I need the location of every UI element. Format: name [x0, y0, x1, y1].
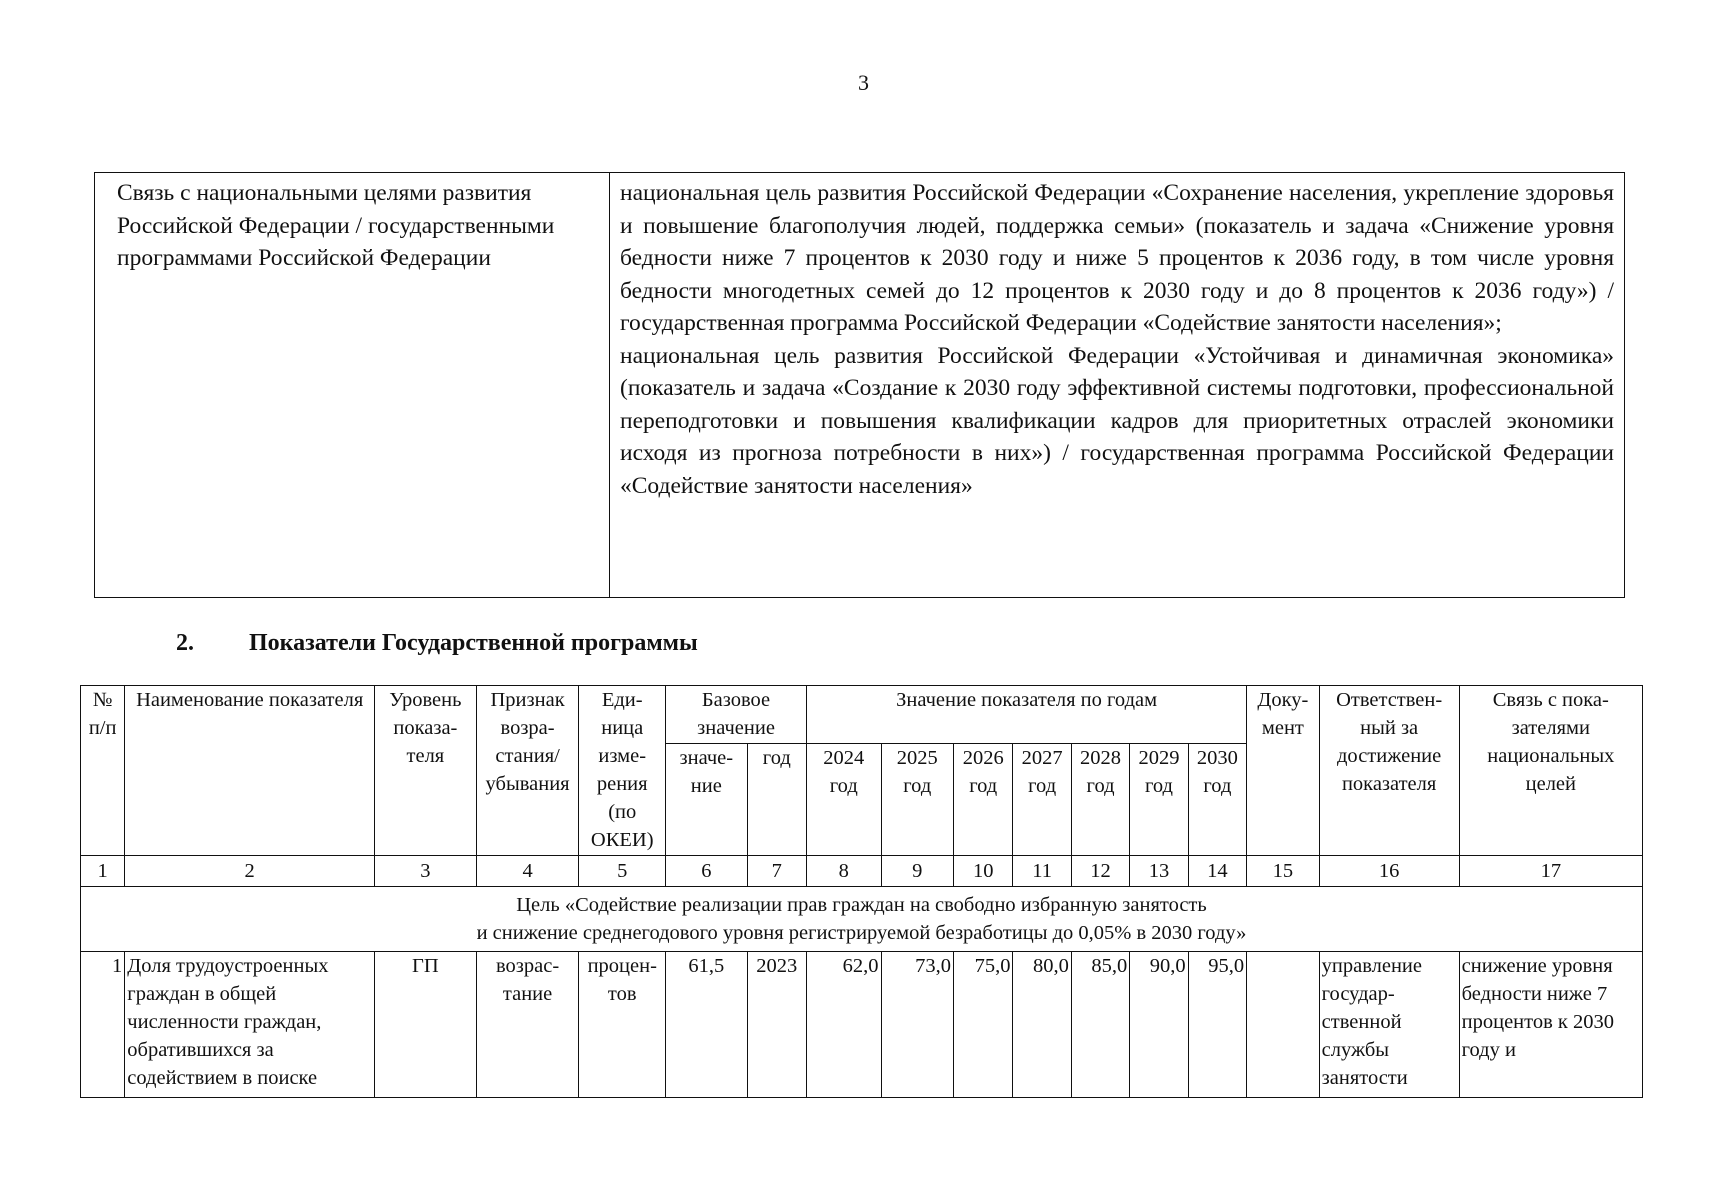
row-number: 1 — [81, 952, 125, 1098]
national-goal-paragraph: национальная цель развития Российской Федерации «Устойчивая и динамичная экономика» (показатель и задача «Создание к 2030 году эффективной системы подготовки, профессиональной переподготовки и повышения квалификации кадров для приоритетных отраслей экономики исходя из прогноза потребности в них») / государственная программа Российской Федерации «Содействие занятости населения» — [620, 342, 1614, 499]
national-goals-table — [94, 172, 1625, 598]
base-year: 2023 — [747, 952, 806, 1098]
goal-row — [81, 887, 1643, 952]
year-suffix: год — [969, 775, 998, 797]
section-number: 2. — [176, 630, 194, 656]
header-name: Наименование показателя — [125, 686, 375, 856]
goal-cell — [81, 887, 1643, 952]
value-2026: 75,0 — [954, 952, 1013, 1098]
year-label: 2028 — [1080, 747, 1122, 769]
header-sign: Признак возра-стания/ убывания — [476, 686, 579, 856]
section-heading — [176, 630, 698, 657]
header-year-2030 — [1188, 744, 1247, 856]
header-base: Базовое значение — [666, 686, 807, 744]
column-number: 15 — [1247, 856, 1320, 887]
column-number: 2 — [125, 856, 375, 887]
header-year-2026 — [954, 744, 1013, 856]
year-suffix: год — [829, 775, 858, 797]
header-base-value: значе-ние — [666, 744, 748, 856]
year-suffix: год — [1144, 775, 1173, 797]
national-goals-description — [610, 173, 1624, 597]
header-unit: Еди-ница изме-рения (по ОКЕИ) — [579, 686, 666, 856]
header-year-2029 — [1130, 744, 1188, 856]
header-base-year: год — [747, 744, 806, 856]
national-goal-paragraph: национальная цель развития Российской Федерации «Сохранение населения, укрепление здоровья и повышение благополучия людей, поддержка семьи» (показатель и задача «Снижение уровня бедности ниже 7 процентов к 2030 году и ниже 5 процентов к 2036 году, в том числе уровня бедности многодетных семей до 12 процентов к 2030 году и до 8 процентов к 2036 году») / государственная программа Российской Федерации «Содействие занятости населения»; — [620, 180, 1614, 336]
header-link: Связь с пока-зателями национальных целей — [1459, 686, 1642, 856]
header-row — [81, 686, 1643, 744]
year-suffix: год — [1203, 775, 1232, 797]
indicator-link: снижение уровня бедности ниже 7 процентов к 2030 году и — [1459, 952, 1642, 1098]
header-years-group: Значение показателя по годам — [807, 686, 1247, 744]
table-row — [81, 952, 1643, 1098]
year-label: 2027 — [1021, 747, 1063, 769]
value-2024: 62,0 — [807, 952, 882, 1098]
column-number: 4 — [476, 856, 579, 887]
indicators-table — [80, 685, 1643, 1098]
indicator-unit: процен-тов — [579, 952, 666, 1098]
year-label: 2026 — [962, 747, 1004, 769]
indicator-document — [1247, 952, 1320, 1098]
column-number: 14 — [1188, 856, 1247, 887]
column-number: 9 — [881, 856, 954, 887]
column-number: 10 — [954, 856, 1013, 887]
year-suffix: год — [903, 775, 932, 797]
header-year-2027 — [1013, 744, 1071, 856]
indicator-name: Доля трудоустроенных граждан в общей численности граждан, обратившихся за содействием в поиске — [125, 952, 375, 1098]
year-label: 2024 — [823, 747, 865, 769]
goal-line: и снижение среднегодового уровня регистрируемой безработицы до 0,05% в 2030 году» — [476, 922, 1247, 944]
column-number: 7 — [747, 856, 806, 887]
indicator-level: ГП — [375, 952, 477, 1098]
column-number: 1 — [81, 856, 125, 887]
value-2029: 90,0 — [1130, 952, 1188, 1098]
header-document: Доку-мент — [1247, 686, 1320, 856]
year-label: 2030 — [1196, 747, 1238, 769]
column-number: 3 — [375, 856, 477, 887]
column-number: 13 — [1130, 856, 1188, 887]
column-number: 16 — [1319, 856, 1459, 887]
column-number: 12 — [1071, 856, 1129, 887]
year-label: 2029 — [1138, 747, 1180, 769]
year-label: 2025 — [896, 747, 938, 769]
national-goals-label: Связь с национальными целями развития Российской Федерации / государственными программами Российской Федерации — [95, 173, 610, 597]
column-numbers-row — [81, 856, 1643, 887]
indicator-sign: возрас-тание — [476, 952, 579, 1098]
value-2027: 80,0 — [1013, 952, 1071, 1098]
column-number: 11 — [1013, 856, 1071, 887]
header-year-2024 — [807, 744, 882, 856]
year-suffix: год — [1028, 775, 1057, 797]
column-number: 6 — [666, 856, 748, 887]
page-number: 3 — [858, 70, 869, 95]
value-2030: 95,0 — [1188, 952, 1247, 1098]
header-level: Уровень показа-теля — [375, 686, 477, 856]
header-num: № п/п — [81, 686, 125, 856]
value-2025: 73,0 — [881, 952, 954, 1098]
value-2028: 85,0 — [1071, 952, 1129, 1098]
header-responsible: Ответствен-ный за достижение показателя — [1319, 686, 1459, 856]
header-year-2025 — [881, 744, 954, 856]
column-number: 8 — [807, 856, 882, 887]
goal-line: Цель «Содействие реализации прав граждан на свободно избранную занятость — [516, 894, 1207, 916]
header-year-2028 — [1071, 744, 1129, 856]
indicator-responsible: управление государ-ственной службы занятости — [1319, 952, 1459, 1098]
base-value: 61,5 — [666, 952, 748, 1098]
section-title: Показатели Государственной программы — [249, 630, 698, 656]
column-number: 17 — [1459, 856, 1642, 887]
year-suffix: год — [1086, 775, 1115, 797]
column-number: 5 — [579, 856, 666, 887]
